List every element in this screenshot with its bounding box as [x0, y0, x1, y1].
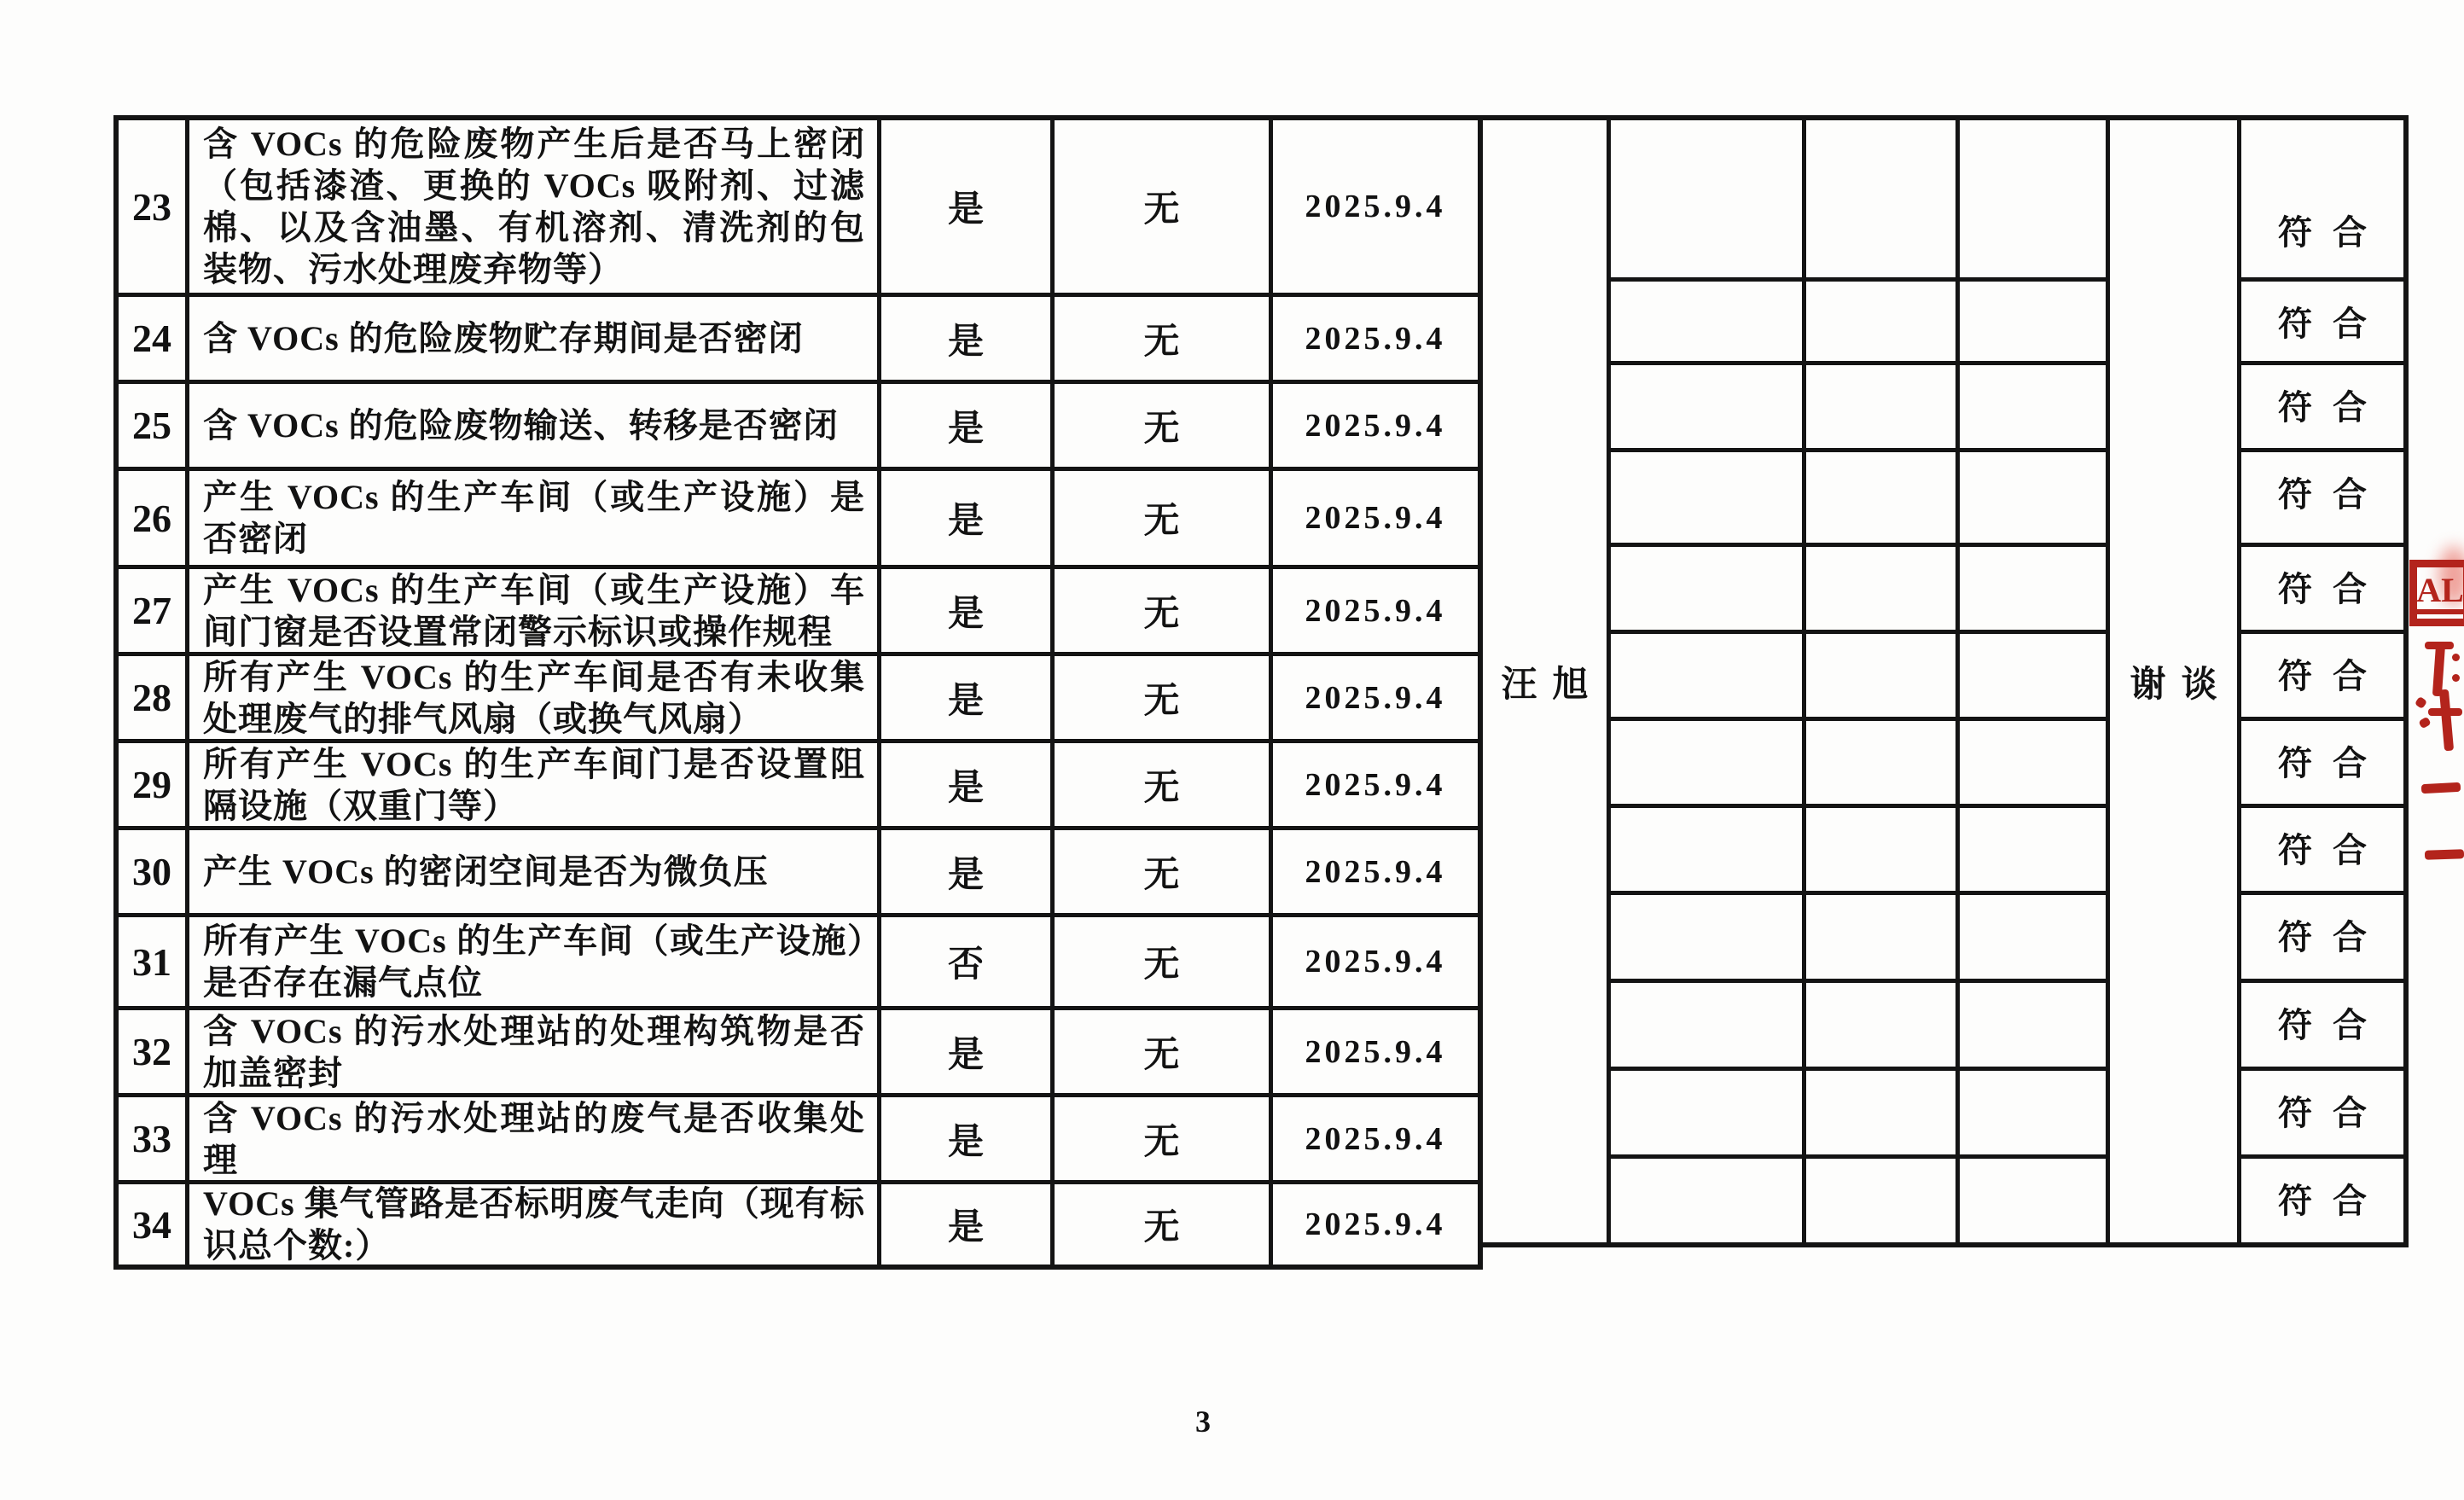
- row-number-cell: 26: [119, 471, 189, 565]
- empty-column: [1960, 120, 2110, 1242]
- row-number-cell: 30: [119, 830, 189, 913]
- table-row: [119, 1010, 1478, 1097]
- conclusion-cell: 符合: [2241, 282, 2403, 365]
- table-row: [119, 1184, 1478, 1265]
- stamp-stroke: [2425, 849, 2464, 860]
- item-description-cell: 含 VOCs 的危险废物输送、转移是否密闭: [189, 384, 881, 467]
- answer-cell: 是: [881, 1184, 1055, 1265]
- row-number-cell: 34: [119, 1184, 189, 1265]
- signature-section: [1483, 115, 2409, 1247]
- table-row: [119, 569, 1478, 656]
- conclusion-cell: 符合: [2241, 120, 2403, 282]
- answer-cell: 是: [881, 830, 1055, 913]
- item-description-cell: 含 VOCs 的危险废物产生后是否马上密闭（包括漆渣、更换的 VOCs 吸附剂、过滤棉、以及含油墨、有机溶剂、清洗剂的包装物、污水处理废弃物等）: [189, 120, 881, 293]
- table-row: [119, 830, 1478, 917]
- problems-cell: 无: [1055, 384, 1273, 467]
- date-cell: 2025.9.4: [1305, 853, 1446, 890]
- date-cell: 2025.9.4: [1305, 407, 1446, 444]
- item-description-cell: 含 VOCs 的危险废物贮存期间是否密闭: [189, 297, 881, 380]
- problems-cell: 无: [1055, 471, 1273, 565]
- conclusion-cell: 符合: [2241, 983, 2403, 1071]
- empty-column: [1611, 120, 1806, 1242]
- answer-cell: 是: [881, 297, 1055, 380]
- answer-cell: 否: [881, 917, 1055, 1006]
- problems-cell: 无: [1055, 120, 1273, 293]
- item-description-cell: 所有产生 VOCs 的生产车间（或生产设施）是否存在漏气点位: [189, 917, 881, 1006]
- page-number: 3: [1195, 1404, 1211, 1439]
- row-number-cell: 33: [119, 1097, 189, 1180]
- item-description-cell: VOCs 集气管路是否标明废气走向（现有标识总个数:）: [189, 1184, 881, 1265]
- conclusion-column: [2241, 120, 2403, 1242]
- conclusion-cell: 符合: [2241, 721, 2403, 808]
- inspection-table: [113, 115, 1483, 1270]
- date-cell: 2025.9.4: [1305, 944, 1446, 980]
- stamp-label: AL: [2416, 572, 2464, 614]
- table-row: [119, 743, 1478, 830]
- answer-cell: 是: [881, 569, 1055, 652]
- stamp-stroke: [2452, 654, 2460, 661]
- stamp-stroke: [2439, 689, 2454, 752]
- date-cell: 2025.9.4: [1305, 500, 1446, 536]
- reviewer-name: 谢谈: [2130, 665, 2233, 705]
- answer-cell: 是: [881, 384, 1055, 467]
- date-cell: 2025.9.4: [1305, 592, 1446, 629]
- stamp-stroke: [2415, 696, 2427, 709]
- answer-cell: 是: [881, 656, 1055, 739]
- reviewer-signature-cell: [2110, 120, 2241, 1242]
- item-description-cell: 产生 VOCs 的生产车间（或生产设施）车间门窗是否设置常闭警示标识或操作规程: [189, 569, 881, 652]
- row-number-cell: 31: [119, 917, 189, 1006]
- stamp-stroke: [2432, 643, 2445, 697]
- table-row: [119, 656, 1478, 743]
- answer-cell: 是: [881, 1097, 1055, 1180]
- row-number-cell: 29: [119, 743, 189, 826]
- table-row: [119, 384, 1478, 471]
- problems-cell: 无: [1055, 1097, 1273, 1180]
- conclusion-cell: 符合: [2241, 547, 2403, 634]
- table-row: [119, 1097, 1478, 1184]
- problems-cell: 无: [1055, 743, 1273, 826]
- stamp-stroke: [2418, 717, 2431, 730]
- row-number-cell: 32: [119, 1010, 189, 1093]
- answer-cell: 是: [881, 743, 1055, 826]
- date-cell: 2025.9.4: [1305, 1033, 1446, 1070]
- problems-cell: 无: [1055, 656, 1273, 739]
- answer-cell: 是: [881, 120, 1055, 293]
- conclusion-cell: 符合: [2241, 452, 2403, 547]
- item-description-cell: 所有产生 VOCs 的生产车间是否有未收集处理废气的排气风扇（或换气风扇）: [189, 656, 881, 739]
- problems-cell: 无: [1055, 297, 1273, 380]
- date-cell: 2025.9.4: [1305, 679, 1446, 716]
- row-number-cell: 24: [119, 297, 189, 380]
- problems-cell: 无: [1055, 830, 1273, 913]
- table-row: [119, 917, 1478, 1010]
- conclusion-cell: 符合: [2241, 365, 2403, 452]
- date-cell: 2025.9.4: [1305, 320, 1446, 357]
- answer-cell: 是: [881, 471, 1055, 565]
- table-row: [119, 120, 1478, 297]
- conclusion-cell: 符合: [2241, 808, 2403, 895]
- conclusion-cell: 符合: [2241, 1071, 2403, 1159]
- red-stamp: [2389, 512, 2464, 904]
- inspector-signature-cell: [1483, 120, 1611, 1242]
- problems-cell: 无: [1055, 917, 1273, 1006]
- conclusion-cell: 符合: [2278, 1182, 2387, 1220]
- row-number-cell: 25: [119, 384, 189, 467]
- stamp-stroke: [2452, 674, 2460, 682]
- empty-column: [1806, 120, 1960, 1242]
- stamp-stroke: [2421, 782, 2461, 794]
- date-cell: 2025.9.4: [1305, 1120, 1446, 1157]
- date-cell: 2025.9.4: [1305, 1206, 1446, 1242]
- item-description-cell: 产生 VOCs 的密闭空间是否为微负压: [189, 830, 881, 913]
- item-description-cell: 产生 VOCs 的生产车间（或生产设施）是否密闭: [189, 471, 881, 565]
- item-description-cell: 含 VOCs 的污水处理站的废气是否收集处理: [189, 1097, 881, 1180]
- problems-cell: 无: [1055, 1184, 1273, 1265]
- problems-cell: 无: [1055, 1010, 1273, 1093]
- stamp-stroke: [2428, 708, 2462, 716]
- item-description-cell: 含 VOCs 的污水处理站的处理构筑物是否加盖密封: [189, 1010, 881, 1093]
- problems-cell: 无: [1055, 569, 1273, 652]
- inspector-name: 汪旭: [1501, 665, 1604, 705]
- item-description-cell: 所有产生 VOCs 的生产车间门是否设置阻隔设施（双重门等）: [189, 743, 881, 826]
- row-number-cell: 23: [119, 120, 189, 293]
- table-row: [119, 297, 1478, 384]
- table-row: [119, 471, 1478, 569]
- date-cell: 2025.9.4: [1305, 766, 1446, 803]
- row-number-cell: 28: [119, 656, 189, 739]
- date-cell: 2025.9.4: [1305, 189, 1446, 224]
- conclusion-cell: 符合: [2241, 895, 2403, 983]
- stamp-box: [2409, 560, 2464, 626]
- conclusion-cell: 符合: [2241, 634, 2403, 721]
- answer-cell: 是: [881, 1010, 1055, 1093]
- row-number-cell: 27: [119, 569, 189, 652]
